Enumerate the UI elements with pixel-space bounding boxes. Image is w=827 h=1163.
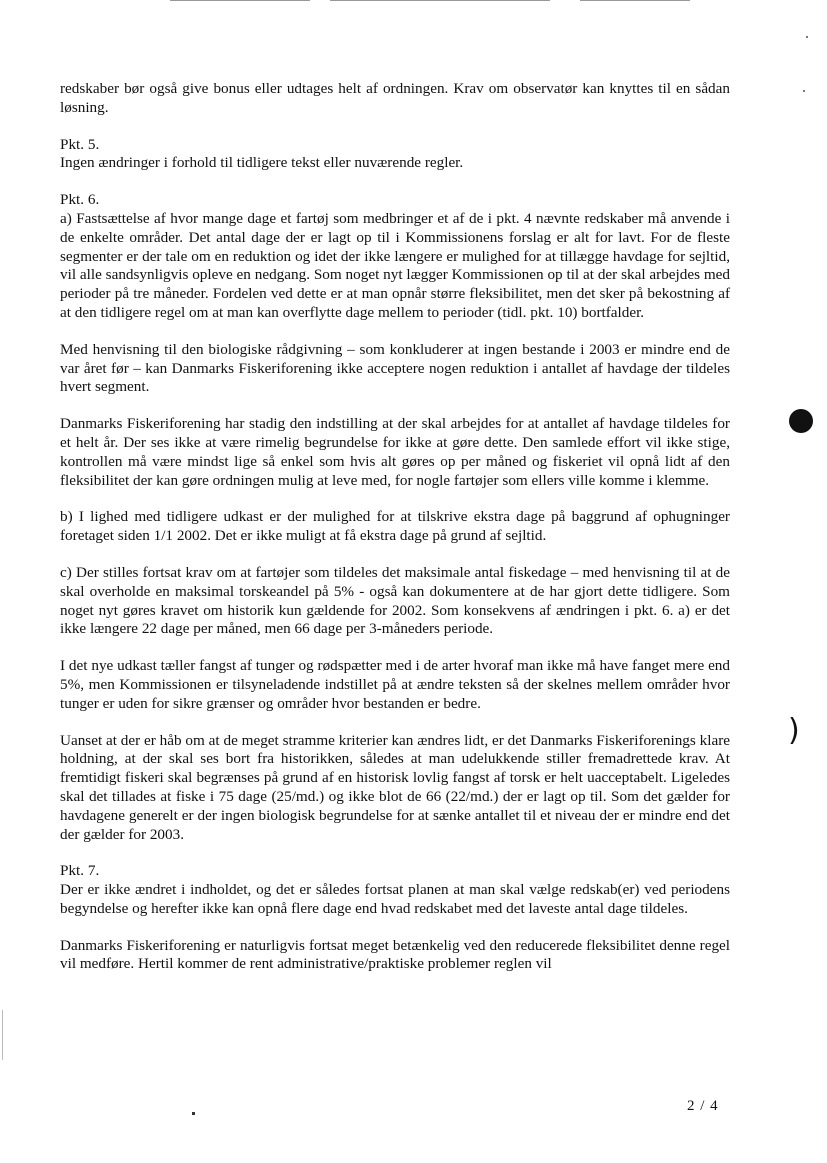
paragraph: Danmarks Fiskeriforening er naturligvis fortsat meget betænkelig ved den reducerede fleksibilitet denne regel vil medføre. Hertil kommer de rent administrative/praktiske problemer reglen vil (60, 936, 730, 973)
scan-mark-bracket: ) (788, 713, 800, 748)
paragraph: Med henvisning til den biologiske rådgivning – som konkluderer at ingen bestande i 2003 er mindre end de var året før – kan Danmarks Fiskeriforening ikke acceptere nogen reduktion i antallet af havdage der tildeles hvert segment. (60, 340, 730, 396)
paragraph: I det nye udkast tæller fangst af tunger og rødspætter med i de arter hvoraf man ikke må have fanget mere end 5%, men Kommissionen er tilsyneladende indstillet på at ændre teksten så der skelnes mellem områder hvor tunger er uden for sikre grænser og områder hvor bestanden er bedre. (60, 657, 730, 712)
paragraph: Ingen ændringer i forhold til tidligere tekst eller nuværende regler. (60, 154, 464, 172)
section-heading: Pkt. 5. (60, 135, 100, 153)
top-edge-line (580, 0, 690, 1)
section-heading: Pkt. 7. (60, 862, 100, 880)
paragraph: Danmarks Fiskeriforening har stadig den indstilling at der skal arbejdes for at antallet af havdage tildeles for et helt år. Der ses ikke at være rimelig begrundelse for ikke at gøre dette. Den samlede effort vil ikke stige, kontrollen må være mindst lige så enkel som hvis alt gøres op per måned og fiskeriet vil opnå lidt af den fleksibilitet der kan gøre ordningen mulig at leve med, for nogle fartøjer som ellers ville komme i klemme. (60, 415, 730, 489)
paragraph: Der er ikke ændret i indholdet, og det er således fortsat planen at man skal vælge redskab(er) ved periodens begyndelse og herefter ikke kan opnå flere dage end hvad redskabet med det laveste antal dage tildeles. (60, 881, 730, 917)
paragraph: c) Der stilles fortsat krav om at fartøjer som tildeles det maksimale antal fiskedage – med henvisning til at de skal overholde en maksimal torskeandel på 5% - også kan dokumentere at de har gjort dette tidligere. Som noget nyt gøres kravet om historik kun gældende for 2002. Som konsekvens af ændringen i pkt. 6. a) er det ikke længere 22 dage per måned, men 66 dage per 3-måneders periode. (60, 563, 730, 638)
scan-speck (806, 36, 808, 38)
scan-speck (803, 90, 805, 92)
page-number: 2 / 4 (687, 1098, 719, 1114)
top-edge-line (330, 0, 550, 1)
left-margin-mark (2, 1010, 3, 1060)
punch-hole-dot (789, 409, 813, 433)
paragraph: Uanset at der er håb om at de meget stramme kriterier kan ændres lidt, er det Danmarks Fiskeriforenings klare holdning, at der skal ses bort fra historikken, således at man udelukkende stiller fremadrettede krav. At fremtidigt fiskeri skal begrænses på grund af en historisk lovlig fangst af torsk er helt uacceptabelt. Ligeledes skal det tillades at fiske i 75 dage (25/md.) og ikke blot de 66 (22/md.) der er lagt op til. Som det gælder for havdagene generelt er der ingen biologisk begrundelse for at sænke antallet til et niveau der er mindre end det der gælder for 2003. (60, 731, 730, 843)
scan-speck (192, 1112, 195, 1115)
top-edge-line (170, 0, 310, 1)
paragraph: redskaber bør også give bonus eller udtages helt af ordningen. Krav om observatør kan knyttes til en sådan løsning. (60, 80, 730, 116)
paragraph: a) Fastsættelse af hvor mange dage et fartøj som medbringer et af de i pkt. 4 nævnte redskaber må anvende i de enkelte områder. Det antal dage der er lagt op til i Kommissionens forslag er alt for lavt. For de fleste segmenter er der tale om en reduktion og idet der ikke længere er mulighed for at tillægge havdage for sejltid, vil alle sandsynligvis opleve en nedgang. Som noget nyt lægger Kommissionen op til at der skal arbejdes med perioder på tre måneder. Fordelen ved dette er at man opnår større fleksibilitet, men det sker på bekostning af at den tidligere regel om at man kan overflytte dage mellem to perioder (tidl. pkt. 10) bortfalder. (60, 209, 730, 321)
section-heading: Pkt. 6. (60, 191, 100, 209)
document-body (60, 80, 730, 974)
paragraph: b) I lighed med tidligere udkast er der mulighed for at tilskrive ekstra dage på baggrund af ophugninger foretaget siden 1/1 2002. Det er ikke muligt at få ekstra dage på grund af sejltid. (60, 508, 730, 545)
